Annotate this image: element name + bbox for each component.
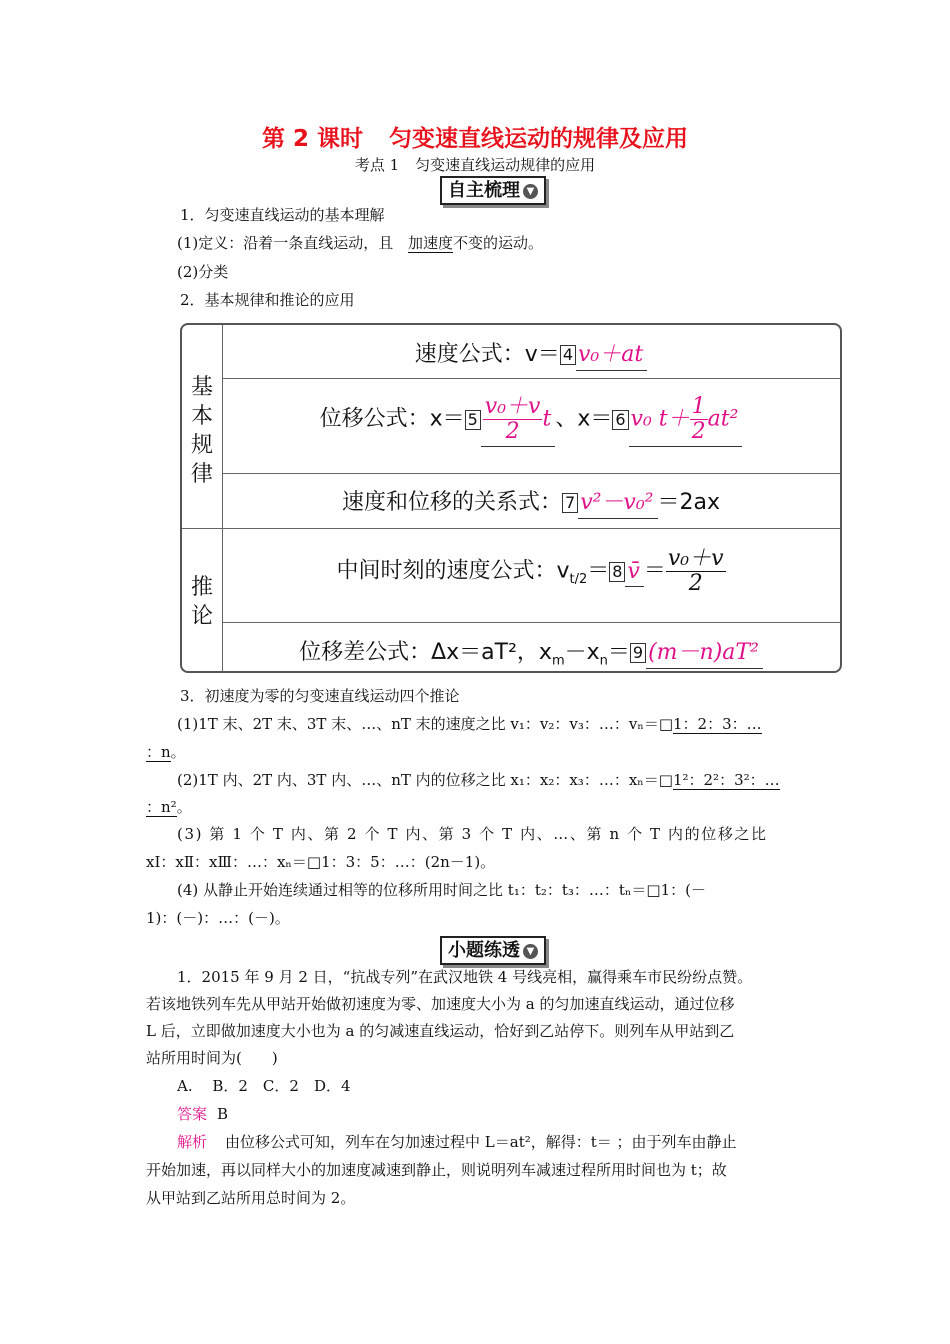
question-line: 站所用时间为( ) [146,1049,278,1067]
exam-point-topic: 匀变速直线运动规律的应用 [415,156,596,174]
group-label-char: 基 [190,375,213,400]
formula-table [180,323,842,673]
chevron-down-icon: ▼ [523,184,538,199]
formula-answer: v₀＋at [576,337,647,371]
fraction-numerator: 1 [691,394,706,419]
inference-1-line2 [146,742,186,762]
inference-4-line2: 1)：(－)：…：(－)。 [146,909,290,927]
formula-label: 位移公式：x＝ [319,406,465,432]
fraction-numerator: v₀＋v [667,546,724,571]
inference-2-line1 [177,770,780,790]
blank-number: 8 [609,562,625,582]
question-line: L 后，立即做加速度大小也为 a 的匀减速直线运动，恰好到乙站停下。则列车从甲站到乙 [146,1022,735,1040]
question-line: 1．2015 年 9 月 2 日，“抗战专列”在武汉地铁 4 号线亮相，赢得乘车市民纷纷点赞。 [177,968,753,986]
group-label-char: 本 [190,404,213,429]
item-1a-definition [177,233,543,253]
formula-tail: ＝2ax [657,490,721,515]
fraction-numerator: v₀＋v [484,394,541,419]
answer-label: 答案 [177,1105,208,1123]
inference-answer: 1：2：3：… [673,715,762,733]
section-header-label: 自主梳理 [448,180,520,201]
formula-tail: t [542,406,552,432]
inference-answer: 1²：2²：3²：… [672,771,780,789]
formula-part: －x [564,640,600,665]
analysis-label: 解析 [177,1133,208,1151]
answer-value: B [217,1105,229,1123]
inference-text: 。 [170,743,186,761]
section-header-practice [440,936,546,965]
fraction [483,395,543,444]
formula-label: 速度和位移的关系式： [341,490,562,515]
analysis-line: 从甲站到乙站所用总时间为 2。 [146,1189,356,1207]
exam-point-label: 考点 1 [354,156,400,174]
formula-label: 速度公式：v＝ [414,342,560,367]
displacement-formula [222,395,840,447]
midtime-velocity-formula [222,547,840,596]
definition-text: (1)定义：沿着一条直线运动，且 [177,234,394,252]
fraction-denominator: 2 [691,419,706,444]
group-label-corollaries [182,573,222,631]
definition-blank: 加速度 [408,234,454,252]
lesson-title [0,120,950,153]
blank-number: 5 [465,410,481,430]
inference-3-line1: (3) 第 1 个 T 内、第 2 个 T 内、第 3 个 T 内、…、第 n 个 T 内的位移之比 [177,825,768,843]
answer-line [177,1101,228,1128]
exam-point-subtitle [0,154,950,175]
displacement-difference-formula [222,635,840,669]
formula-label: 中间时刻的速度公式：v [336,558,570,584]
inference-4-line1: (4) 从静止开始连续通过相等的位移所用时间之比 t₁：t₂：t₃：…：tₙ＝□1：(－ [177,881,706,899]
item-1-heading: 1．匀变速直线运动的基本理解 [180,206,385,224]
lesson-number: 第 2 课时 [261,126,364,152]
velocity-displacement-formula [222,485,840,519]
subscript: m [551,653,565,669]
group-label-char: 规 [190,433,213,458]
inference-text: 。 [176,798,192,816]
formula-answer: v̄ [625,559,643,587]
question-line: 若该地铁列车先从甲站开始做初速度为零、加速度大小为 a 的匀加速直线运动，通过位移 [146,995,735,1013]
analysis-line: 开始加速，再以同样大小的加速度减速到静止，则说明列车减速过程所用时间也为 t；故 [146,1161,727,1179]
item-2-heading: 2．基本规律和推论的应用 [180,291,355,309]
inference-text: (2)1T 内、2T 内、3T 内、…、nT 内的位移之比 x₁：x₂：x₃：…：xₙ＝□ [177,771,673,789]
fraction [690,395,708,444]
fraction-denominator: 2 [688,571,703,596]
analysis-text: 由位移公式可知，列车在匀加速过程中 L＝at²，解得：t＝ ；由于列车由静止 [225,1133,737,1151]
lesson-topic: 匀变速直线运动的规律及应用 [389,126,689,152]
inference-2-line2 [146,797,192,817]
group-separator [182,528,840,529]
group-label-char: 律 [190,462,213,487]
formula-answer: (m－n)aT² [646,635,763,669]
analysis-line [177,1129,737,1156]
group-label-char: 论 [190,604,213,629]
subscript: t/2 [569,571,588,587]
formula-label: 位移差公式：Δx＝aT²，x [299,640,552,665]
equals-sign: ＝ [643,558,666,584]
equals-sign: ＝ [587,558,610,584]
velocity-formula [222,337,840,371]
item-3-heading: 3．初速度为零的匀变速直线运动四个推论 [180,687,460,705]
section-header-self-review [440,176,546,205]
fraction-denominator: 2 [505,419,520,444]
equals-sign: ＝ [607,640,630,665]
formula-answer: v²－v₀² [578,485,657,519]
inference-text: (1)1T 末、2T 末、3T 末、…、nT 末的速度之比 v₁：v₂：v₃：…：vₙ＝□ [177,715,673,733]
inference-answer: ：n² [146,798,177,816]
inference-3-line2: xⅠ：xⅡ：xⅢ：…：xₙ＝□1：3：5：…：(2n－1)。 [146,853,496,871]
group-label-char: 推 [190,575,213,600]
subscript: n [599,653,608,669]
group-label-basic-laws [182,373,222,489]
formula-part: v₀ t＋ [630,406,690,432]
blank-number: 4 [560,345,576,365]
fraction [666,547,726,596]
definition-tail: 不变的运动。 [453,234,544,252]
formula-part: at² [707,406,739,432]
formula-separator: 、x＝ [555,406,613,432]
question-options: A. B．2 C．2 D．4 [177,1077,351,1095]
inference-answer: ：n [146,743,171,761]
blank-number: 9 [630,643,646,663]
item-1b-classification: (2)分类 [177,263,229,281]
chevron-down-icon: ▼ [523,944,538,959]
blank-number: 6 [612,410,628,430]
blank-number: 7 [562,493,578,513]
section-header-label: 小题练透 [448,940,520,961]
inference-1-line1 [177,714,762,734]
